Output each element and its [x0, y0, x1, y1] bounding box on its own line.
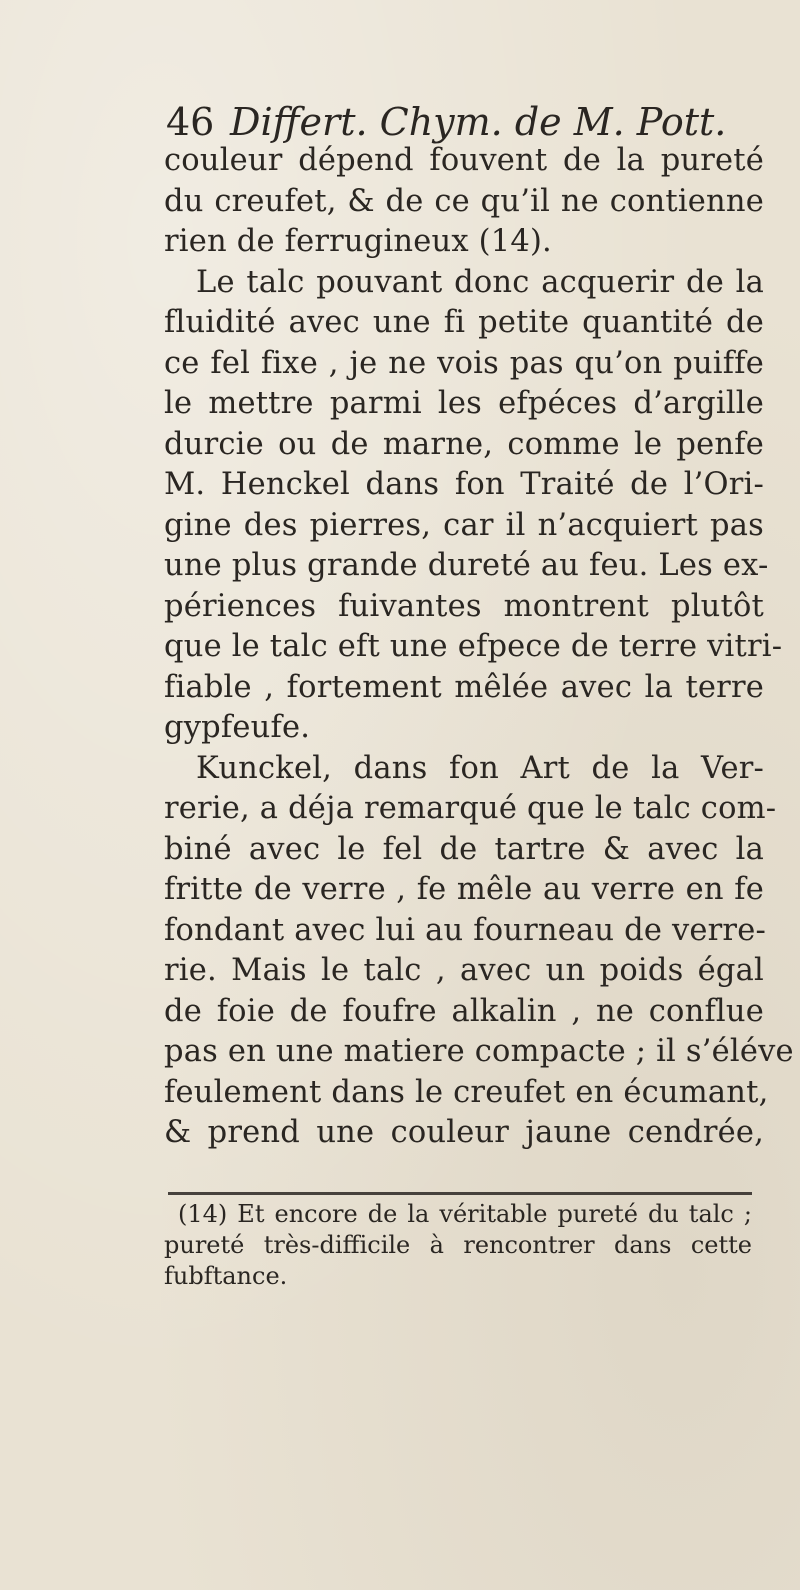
text-line: rerie, a déja remarqué que le talc com- — [164, 791, 777, 826]
text-line: ce fel fixe , je ne vois pas qu’on puiffe — [164, 345, 764, 381]
text-line: feulement dans le creufet en écumant, — [164, 1074, 769, 1110]
main-text — [164, 141, 794, 1154]
text-line: rien de ferrugineux (14). — [164, 224, 552, 259]
footnote-line: (14) Et encore de la véritable pureté du talc ; — [178, 1200, 752, 1228]
text-line: une plus grande dureté au feu. Les ex- — [164, 548, 769, 583]
footnote — [164, 1199, 752, 1292]
footnote-line: pureté très-difficile à rencontrer dans cette — [164, 1231, 752, 1259]
text-line: fluidité avec une fi petite quantité de — [164, 305, 764, 340]
text-line: périences fuivantes montrent plutôt — [164, 588, 764, 624]
text-line: biné avec le fel de tartre & avec la — [164, 831, 764, 867]
footnote-rule — [168, 1192, 752, 1195]
page-number: 46 — [166, 100, 215, 144]
text-line: & prend une couleur jaune cendrée, — [164, 1115, 764, 1150]
text-line: pas en une matiere compacte ; il s’éléve — [164, 1034, 794, 1069]
text-line: durcie ou de marne, comme le penfe — [164, 426, 764, 462]
text-line: couleur dépend fouvent de la pureté — [164, 143, 764, 178]
text-line: du creufet, & de ce qu’il ne contienne — [164, 183, 764, 219]
footnote-line: fubftance. — [164, 1262, 288, 1290]
text-line: fritte de verre , fe mêle au verre en fe — [164, 872, 764, 907]
text-line: fiable , fortement mêlée avec la terre — [164, 669, 764, 705]
text-line: Kunckel, dans fon Art de la Ver- — [196, 750, 764, 786]
text-line: gypfeufe. — [164, 710, 311, 745]
text-line: que le talc eft une efpece de terre vitri- — [164, 629, 783, 664]
running-title: Differt. Chym. de M. Pott. — [230, 100, 727, 144]
text-line: fondant avec lui au fourneau de verre- — [164, 912, 766, 948]
text-line: rie. Mais le talc , avec un poids égal — [164, 953, 764, 988]
text-line: gine des pierres, car il n’acquiert pas — [164, 507, 764, 543]
text-line: Le talc pouvant donc acquerir de la — [196, 264, 764, 300]
text-line: le mettre parmi les efpéces d’argille — [164, 386, 764, 421]
text-line: de foie de foufre alkalin , ne conflue — [164, 993, 764, 1029]
text-line: M. Henckel dans fon Traité de l’Ori- — [164, 467, 764, 502]
